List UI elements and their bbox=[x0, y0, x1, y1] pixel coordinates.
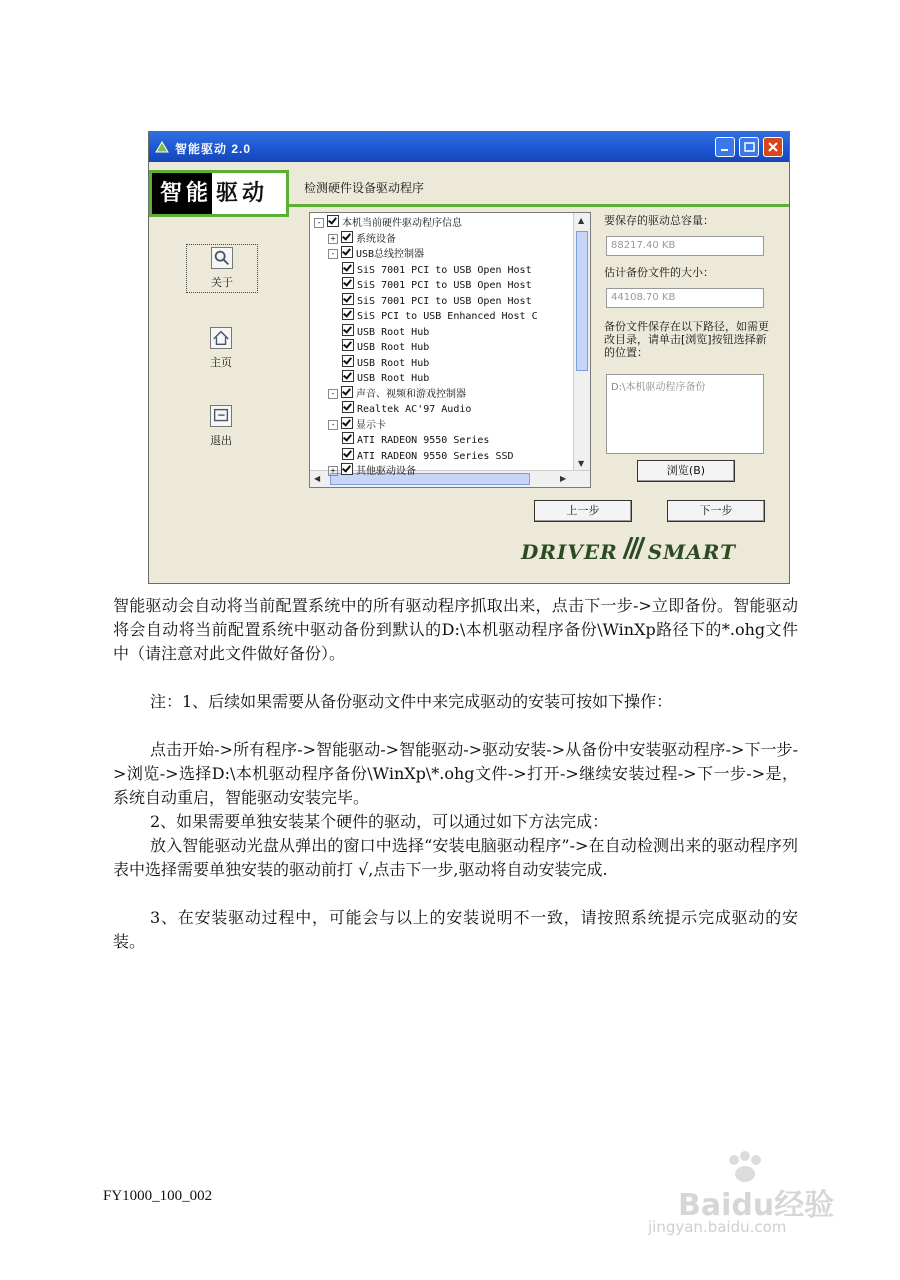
note-1-heading: 注：1、后续如果需要从备份驱动文件中来完成驱动的安装可按如下操作： bbox=[150, 692, 673, 711]
browse-button[interactable]: 浏览(B) bbox=[637, 460, 735, 482]
tree-checkbox[interactable] bbox=[341, 231, 353, 243]
note-2-steps: 放入智能驱动光盘从弹出的窗口中选择“安装电脑驱动程序”->在自动检测出来的驱动程序列表中选择需要单独安装的驱动前打 √,点击下一步,驱动将自动安装完成. bbox=[113, 836, 798, 879]
tree-item-label: 声音、视频和游戏控制器 bbox=[356, 388, 466, 400]
home-icon bbox=[210, 327, 232, 349]
minimize-button[interactable] bbox=[715, 137, 735, 157]
tree-item[interactable] bbox=[342, 355, 429, 370]
collapse-icon[interactable]: - bbox=[314, 218, 324, 228]
magnifier-icon bbox=[211, 247, 233, 269]
tree-checkbox[interactable] bbox=[341, 246, 353, 258]
tree-item[interactable] bbox=[342, 432, 489, 447]
note-3: 3、在安装驱动过程中，可能会与以上的安装说明不一致，请按照系统提示完成驱动的安装。 bbox=[113, 908, 798, 951]
watermark-logo: Baidu经验 bbox=[678, 1188, 835, 1223]
tree-item[interactable] bbox=[314, 215, 462, 230]
tree-item-label: 系统设备 bbox=[356, 233, 396, 245]
title-bar[interactable] bbox=[149, 132, 789, 162]
tree-item[interactable] bbox=[342, 293, 532, 308]
tree-item-label: USB总线控制器 bbox=[356, 249, 425, 260]
tree-item[interactable] bbox=[342, 262, 532, 277]
tree-checkbox[interactable] bbox=[341, 463, 353, 475]
home-button[interactable] bbox=[186, 327, 256, 370]
about-button[interactable] bbox=[186, 244, 258, 293]
logo-left: 智能 bbox=[152, 173, 212, 214]
intro-paragraph: 智能驱动会自动将当前配置系统中的所有驱动程序抓取出来，点击下一步->立即备份。智能驱动将会自动将当前配置系统中驱动备份到默认的D:\本机驱动程序备份\WinXp路径下的*.ohg文件中（请注意对此文件做好备份）。 bbox=[113, 596, 798, 663]
tree-item-label: 本机当前硬件驱动程序信息 bbox=[342, 218, 462, 229]
tree-checkbox[interactable] bbox=[342, 448, 354, 460]
collapse-icon[interactable]: - bbox=[328, 249, 338, 259]
app-icon bbox=[155, 140, 169, 154]
tree-item-label: ATI RADEON 9550 Series SSD bbox=[357, 450, 514, 462]
tree-checkbox[interactable] bbox=[342, 277, 354, 289]
expand-icon[interactable]: + bbox=[328, 466, 338, 476]
tree-item[interactable] bbox=[342, 339, 429, 354]
tree-item[interactable] bbox=[328, 463, 416, 478]
scroll-left-icon[interactable]: ◀ bbox=[314, 474, 321, 483]
tree-checkbox[interactable] bbox=[327, 215, 339, 227]
brand-slashes-icon bbox=[618, 537, 648, 559]
total-size-label: 要保存的驱动总容量： bbox=[604, 214, 714, 227]
maximize-button[interactable] bbox=[739, 137, 759, 157]
tree-item-label: USB Root Hub bbox=[357, 357, 430, 369]
total-size-field: 88217.40 KB bbox=[606, 236, 764, 256]
tree-checkbox[interactable] bbox=[342, 401, 354, 413]
tree-checkbox[interactable] bbox=[341, 417, 353, 429]
tree-item-label: USB Root Hub bbox=[357, 373, 430, 384]
scroll-thumb-vertical[interactable] bbox=[576, 231, 588, 371]
tree-checkbox[interactable] bbox=[342, 293, 354, 305]
estimate-size-label: 估计备份文件的大小： bbox=[604, 266, 714, 279]
tree-item-label: SiS 7001 PCI to USB Open Host bbox=[357, 264, 532, 276]
tree-item[interactable] bbox=[342, 277, 532, 292]
tree-item[interactable] bbox=[342, 401, 471, 416]
tree-vertical-scrollbar[interactable] bbox=[573, 213, 590, 471]
brand-left: DRIVER bbox=[521, 540, 618, 564]
tree-item[interactable] bbox=[342, 324, 429, 339]
tree-checkbox[interactable] bbox=[342, 339, 354, 351]
tree-checkbox[interactable] bbox=[342, 370, 354, 382]
collapse-icon[interactable]: - bbox=[328, 420, 338, 430]
tree-item-label: SiS 7001 PCI to USB Open Host bbox=[357, 280, 532, 291]
next-button[interactable]: 下一步 bbox=[667, 500, 765, 522]
maximize-icon bbox=[743, 141, 755, 153]
tree-item[interactable] bbox=[328, 417, 386, 432]
expand-icon[interactable]: + bbox=[328, 234, 338, 244]
exit-icon bbox=[210, 405, 232, 427]
minimize-icon bbox=[719, 141, 731, 153]
tree-item-label: SiS 7001 PCI to USB Open Host bbox=[357, 295, 532, 307]
backup-path-field[interactable]: D:\本机驱动程序备份 bbox=[606, 374, 764, 454]
about-label: 关于 bbox=[211, 276, 233, 289]
tree-item-label: 其他驱动设备 bbox=[356, 466, 416, 477]
logo-right: 驱动 bbox=[216, 181, 269, 206]
note-2-heading: 2、如果需要单独安装某个硬件的驱动，可以通过如下方法完成： bbox=[150, 812, 609, 831]
tree-item-label: 显示卡 bbox=[356, 419, 386, 431]
document-code: FY1000_100_002 bbox=[103, 1188, 213, 1204]
app-logo bbox=[149, 170, 289, 217]
close-button[interactable] bbox=[763, 137, 783, 157]
brand-logo bbox=[521, 537, 736, 564]
watermark-url: jingyan.baidu.com bbox=[648, 1218, 787, 1236]
tree-item[interactable] bbox=[342, 448, 514, 463]
tree-checkbox[interactable] bbox=[342, 262, 354, 274]
tree-item[interactable] bbox=[342, 308, 538, 323]
home-label: 主页 bbox=[210, 356, 232, 369]
tree-item-label: ATI RADEON 9550 Series bbox=[357, 435, 490, 446]
tree-item[interactable] bbox=[328, 386, 466, 401]
tree-checkbox[interactable] bbox=[342, 355, 354, 367]
tree-item-label: SiS PCI to USB Enhanced Host C bbox=[357, 311, 538, 322]
tree-item-label: Realtek AC'97 Audio bbox=[357, 404, 472, 415]
scroll-right-icon[interactable]: ▶ bbox=[560, 474, 567, 483]
baidu-watermark bbox=[648, 1150, 848, 1240]
page-title: 检测硬件设备驱动程序 bbox=[304, 181, 425, 195]
tree-item-label: USB Root Hub bbox=[357, 326, 430, 338]
tree-item-label: USB Root Hub bbox=[357, 342, 430, 353]
note-1-steps: 点击开始->所有程序->智能驱动->智能驱动->驱动安装->从备份中安装驱动程序->下一步->浏览->选择D:\本机驱动程序备份\WinXp\*.ohg文件->打开->继续安装过程->下一步->是，系统自动重启，智能驱动安装完毕。 bbox=[113, 740, 798, 807]
estimate-size-field: 44108.70 KB bbox=[606, 288, 764, 308]
collapse-icon[interactable]: - bbox=[328, 389, 338, 399]
tree-checkbox[interactable] bbox=[342, 308, 354, 320]
backup-path-label: 备份文件保存在以下路径，如需更改目录，请单击[浏览]按钮选择新的位置： bbox=[604, 320, 769, 359]
prev-button[interactable]: 上一步 bbox=[534, 500, 632, 522]
close-icon bbox=[767, 141, 779, 153]
tree-checkbox[interactable] bbox=[342, 324, 354, 336]
tree-item[interactable] bbox=[328, 246, 424, 261]
driver-tree[interactable] bbox=[309, 212, 591, 488]
exit-label: 退出 bbox=[210, 434, 232, 447]
scroll-down-icon[interactable]: ▼ bbox=[578, 459, 585, 468]
exit-button[interactable] bbox=[186, 405, 256, 448]
tree-item[interactable] bbox=[342, 370, 429, 385]
tree-item[interactable] bbox=[328, 231, 396, 246]
sidebar bbox=[149, 217, 289, 537]
window-title: 智能驱动 2.0 bbox=[175, 142, 252, 156]
tree-checkbox[interactable] bbox=[341, 386, 353, 398]
brand-right: SMART bbox=[647, 540, 736, 564]
tree-checkbox[interactable] bbox=[342, 432, 354, 444]
screenshot-figure bbox=[148, 131, 790, 584]
scroll-up-icon[interactable]: ▲ bbox=[578, 216, 585, 225]
paw-icon bbox=[720, 1150, 770, 1184]
